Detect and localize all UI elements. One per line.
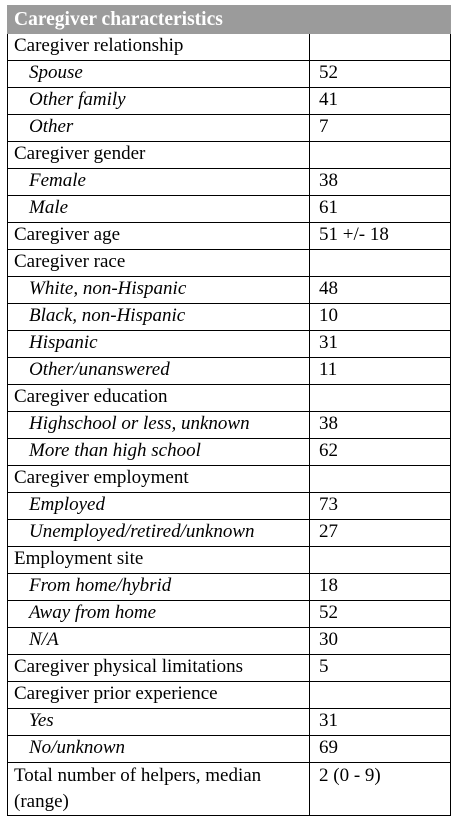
row-value — [310, 34, 451, 61]
row-value: 27 — [310, 520, 451, 547]
row-sublabel: N/A — [8, 628, 310, 655]
table-row — [8, 736, 451, 763]
row-value: 7 — [310, 115, 451, 142]
row-sublabel: Yes — [8, 709, 310, 736]
table-row — [8, 601, 451, 628]
row-value — [310, 547, 451, 574]
row-sublabel: Hispanic — [8, 331, 310, 358]
row-value: 30 — [310, 628, 451, 655]
table-row — [8, 466, 451, 493]
table-row — [8, 88, 451, 115]
row-sublabel: Highschool or less, unknown — [8, 412, 310, 439]
row-sublabel: Away from home — [8, 601, 310, 628]
table-row — [8, 169, 451, 196]
table-row — [8, 682, 451, 709]
row-value: 51 +/- 18 — [310, 223, 451, 250]
row-value: 11 — [310, 358, 451, 385]
row-value: 2 (0 - 9) — [310, 763, 451, 816]
table-row — [8, 385, 451, 412]
row-value: 52 — [310, 601, 451, 628]
table-row — [8, 412, 451, 439]
row-value: 38 — [310, 169, 451, 196]
row-sublabel: Unemployed/retired/unknown — [8, 520, 310, 547]
row-sublabel: Male — [8, 196, 310, 223]
row-label: Caregiver education — [8, 385, 310, 412]
table-body — [8, 34, 451, 816]
row-sublabel: Other family — [8, 88, 310, 115]
row-sublabel: Other — [8, 115, 310, 142]
row-label: Total number of helpers, median (range) — [8, 763, 310, 816]
table-header-row — [8, 6, 451, 34]
table-row — [8, 34, 451, 61]
table-row — [8, 331, 451, 358]
row-sublabel: Spouse — [8, 61, 310, 88]
row-label: Employment site — [8, 547, 310, 574]
row-value: 5 — [310, 655, 451, 682]
row-value: 73 — [310, 493, 451, 520]
table-row — [8, 520, 451, 547]
row-value: 61 — [310, 196, 451, 223]
table-row — [8, 358, 451, 385]
table-row — [8, 223, 451, 250]
table-row — [8, 574, 451, 601]
table-row — [8, 61, 451, 88]
row-label: Caregiver relationship — [8, 34, 310, 61]
table-row — [8, 196, 451, 223]
row-label: Caregiver prior experience — [8, 682, 310, 709]
row-value: 41 — [310, 88, 451, 115]
table-title: Caregiver characteristics — [8, 6, 451, 34]
row-sublabel: From home/hybrid — [8, 574, 310, 601]
row-value — [310, 466, 451, 493]
table-row — [8, 628, 451, 655]
row-label: Caregiver physical limitations — [8, 655, 310, 682]
row-value: 48 — [310, 277, 451, 304]
table-row — [8, 250, 451, 277]
row-value — [310, 142, 451, 169]
row-value: 10 — [310, 304, 451, 331]
table-row — [8, 547, 451, 574]
table-row — [8, 655, 451, 682]
row-sublabel: Black, non-Hispanic — [8, 304, 310, 331]
row-value: 69 — [310, 736, 451, 763]
row-value — [310, 682, 451, 709]
table-row — [8, 142, 451, 169]
row-value — [310, 385, 451, 412]
row-sublabel: More than high school — [8, 439, 310, 466]
row-sublabel: Other/unanswered — [8, 358, 310, 385]
table-row — [8, 439, 451, 466]
row-label: Caregiver employment — [8, 466, 310, 493]
table-row — [8, 277, 451, 304]
row-sublabel: White, non-Hispanic — [8, 277, 310, 304]
row-value: 31 — [310, 331, 451, 358]
row-label: Caregiver age — [8, 223, 310, 250]
caregiver-characteristics-table — [7, 5, 451, 816]
row-sublabel: Female — [8, 169, 310, 196]
row-label: Caregiver race — [8, 250, 310, 277]
row-value: 18 — [310, 574, 451, 601]
row-label: Caregiver gender — [8, 142, 310, 169]
row-value: 38 — [310, 412, 451, 439]
row-value — [310, 250, 451, 277]
row-sublabel: Employed — [8, 493, 310, 520]
table-row — [8, 304, 451, 331]
row-value: 31 — [310, 709, 451, 736]
table-row — [8, 709, 451, 736]
table-row — [8, 493, 451, 520]
table-row — [8, 115, 451, 142]
row-value: 52 — [310, 61, 451, 88]
table-row — [8, 763, 451, 816]
row-value: 62 — [310, 439, 451, 466]
row-sublabel: No/unknown — [8, 736, 310, 763]
